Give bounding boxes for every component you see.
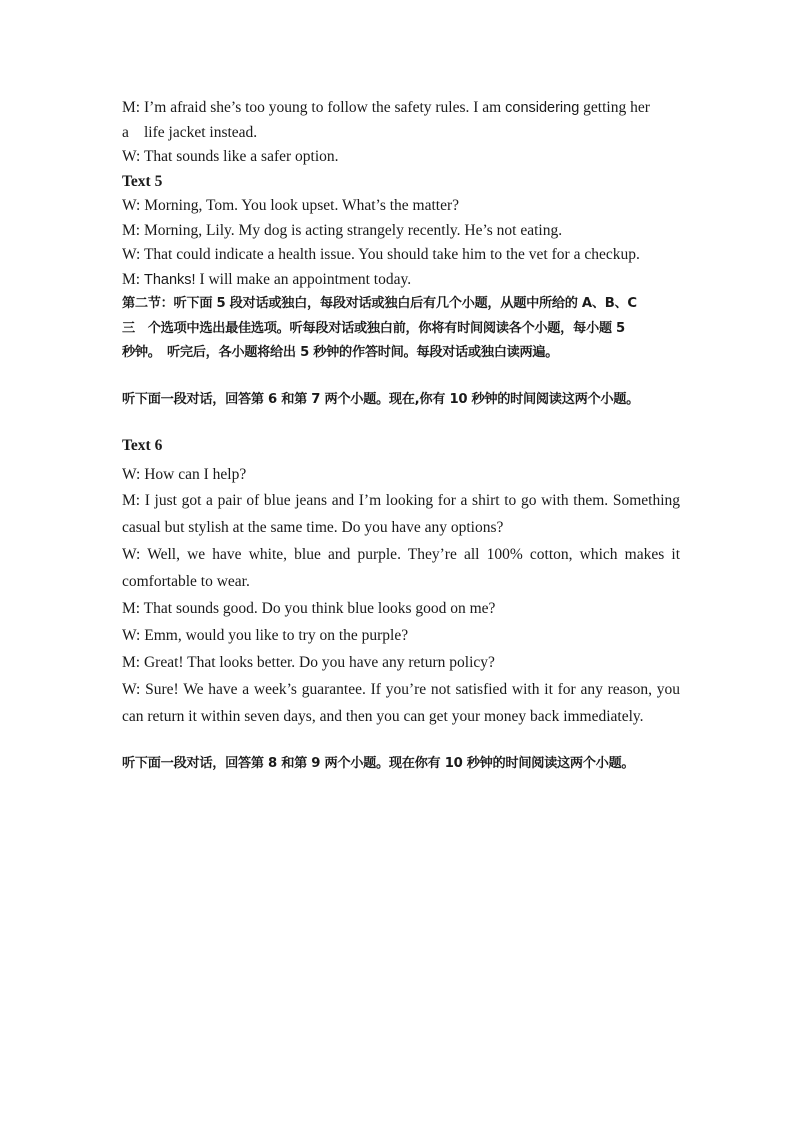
dialogue-text: getting her (579, 99, 650, 116)
dialogue-line (122, 268, 680, 293)
spacer (122, 412, 680, 434)
dialogue-paragraph: M: That sounds good. Do you think blue looks good on me? (122, 600, 496, 617)
dialogue-text: Thanks! (143, 271, 196, 288)
dialogue-paragraph: W: Emm, would you like to try on the purple? (122, 627, 409, 644)
section-instructions: 三 个选项中选出最佳选项。听每段对话或独白前，你将有时间阅读各个小题，每小题 5 (122, 320, 625, 336)
section-instructions: 秒钟。 听完后，各小题将给出 5 秒钟的作答时间。每段对话或独白读两遍。 (122, 345, 559, 360)
dialogue-text: I will make an appointment today. (195, 270, 412, 288)
dialogue-text: M: (122, 270, 144, 288)
dialogue-line (122, 96, 680, 121)
question-instruction: 听下面一段对话，回答第 8 和第 9 两个小题。现在你有 10 秒钟的时间阅读这两个小题。 (122, 756, 635, 771)
dialogue-line: W: That could indicate a health issue. You should take him to the vet for a checkup. (122, 246, 640, 263)
section-heading-text5: Text 5 (122, 172, 163, 190)
dialogue-line: W: Morning, Tom. You look upset. What’s the matter? (122, 197, 460, 214)
section-heading-text6: Text 6 (122, 437, 163, 454)
dialogue-paragraph: M: I just got a pair of blue jeans and I’m looking for a shirt to go with them. Something casual but stylish at the same time. Do you have any options? (122, 492, 680, 536)
section-instructions: 第二节：听下面 5 段对话或独白，每段对话或独白后有几个小题，从题中所给的 A、B、C (122, 296, 637, 311)
question-instruction: 听下面一段对话，回答第 6 和第 7 两个小题。现在,你有 10 秒钟的时间阅读这两个小题。 (122, 391, 640, 407)
document-page (122, 96, 680, 777)
dialogue-line: W: That sounds like a safer option. (122, 148, 339, 165)
dialogue-line (122, 121, 680, 146)
spacer (122, 366, 680, 388)
dialogue-paragraph: W: How can I help? (122, 465, 247, 483)
dialogue-text: a (122, 123, 129, 141)
dialogue-paragraph: W: Sure! We have a week’s guarantee. If you’re not satisfied with it for any reason, you can return it within seven days, and then you can get your money back immediately. (122, 681, 680, 725)
dialogue-paragraph: W: Well, we have white, blue and purple. They’re all 100% cotton, which makes it comfortable to wear. (122, 546, 680, 590)
dialogue-paragraph: M: Great! That looks better. Do you have any return policy? (122, 654, 495, 671)
dialogue-text: life jacket instead. (144, 123, 258, 141)
dialogue-text: M: I’m afraid she’s too young to follow the safety rules. I am (122, 99, 506, 116)
dialogue-text: considering (505, 100, 580, 116)
dialogue-line: M: Morning, Lily. My dog is acting strangely recently. He’s not eating. (122, 221, 563, 239)
spacer (122, 730, 680, 752)
